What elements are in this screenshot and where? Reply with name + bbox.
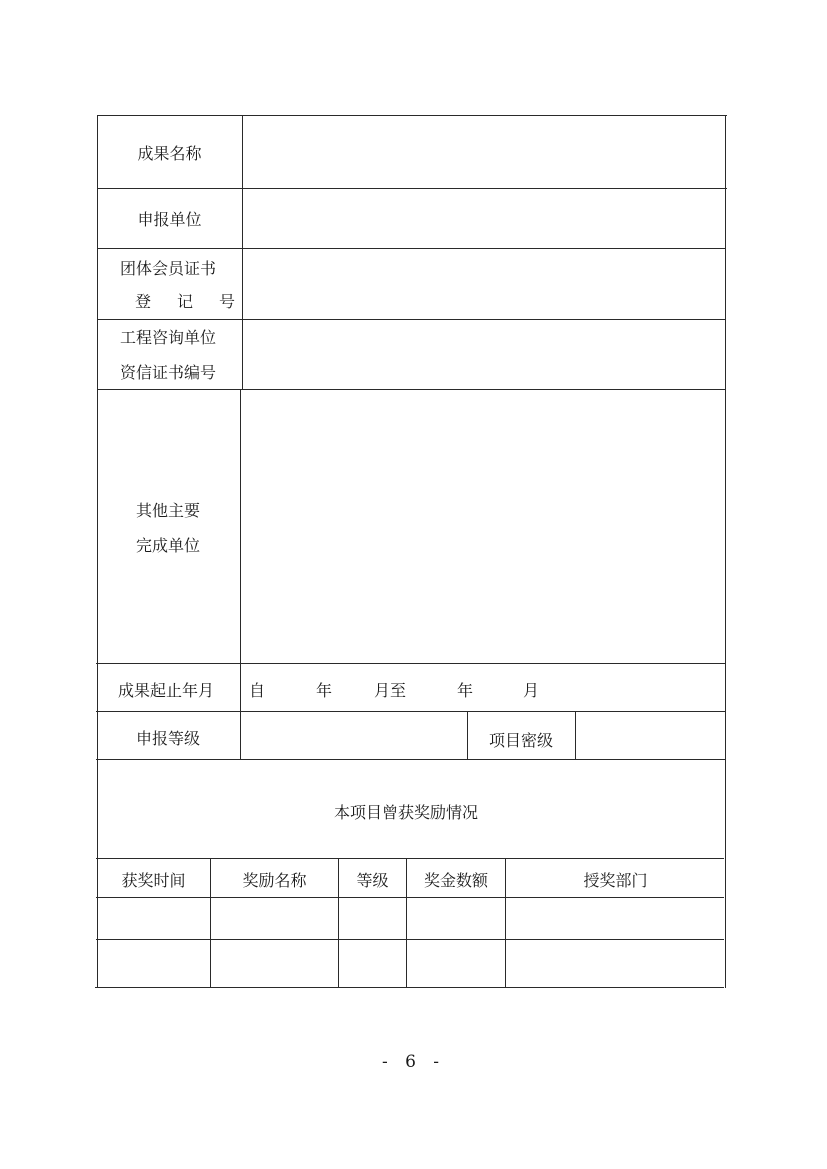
period-label: 成果起止年月 xyxy=(118,681,215,700)
awards-table-row[interactable] xyxy=(98,940,725,987)
grade-label: 申报等级 xyxy=(136,729,201,748)
awards-table-row[interactable] xyxy=(98,898,725,939)
period-year2: 年 xyxy=(457,681,474,700)
period-from: 自 xyxy=(249,681,266,700)
awards-col-level: 等级 xyxy=(356,871,389,890)
achievement-name-field[interactable] xyxy=(243,116,725,188)
grade-secrecy-divider xyxy=(467,711,468,759)
consult-cert-field[interactable] xyxy=(243,320,725,389)
awards-col-amount: 奖金数额 xyxy=(423,871,488,890)
consult-cert-label-line2: 资信证书编号 xyxy=(120,363,217,382)
member-cert-field[interactable] xyxy=(243,249,725,319)
row-divider xyxy=(96,759,725,760)
awards-col-name: 奖励名称 xyxy=(242,871,307,890)
member-cert-label-line2: 登 记 号 xyxy=(135,292,241,311)
applicant-unit-label: 申报单位 xyxy=(137,210,202,229)
row-divider xyxy=(96,663,725,664)
consult-cert-label-line1: 工程咨询单位 xyxy=(120,328,217,347)
table-right-border xyxy=(725,115,726,988)
awards-col-time: 获奖时间 xyxy=(121,871,186,890)
table-bottom-border xyxy=(95,987,724,988)
achievement-name-label: 成果名称 xyxy=(137,144,202,163)
other-units-field[interactable] xyxy=(241,390,725,663)
table-left-border xyxy=(97,115,98,988)
other-units-label-line1: 其他主要 xyxy=(136,501,201,520)
secrecy-label: 项目密级 xyxy=(489,731,554,750)
period-year1: 年 xyxy=(316,681,333,700)
awards-col-dept: 授奖部门 xyxy=(583,871,648,890)
other-units-label-line2: 完成单位 xyxy=(136,536,201,555)
grade-field[interactable] xyxy=(241,712,467,759)
period-month-to: 月至 xyxy=(374,681,407,700)
awards-section-title: 本项目曾获奖励情况 xyxy=(334,803,479,822)
row-divider xyxy=(96,858,724,859)
secrecy-field[interactable] xyxy=(576,712,725,759)
page-number: - 6 - xyxy=(381,1052,446,1072)
member-cert-label-line1: 团体会员证书 xyxy=(120,259,217,278)
period-month2: 月 xyxy=(523,681,540,700)
applicant-unit-field[interactable] xyxy=(243,189,725,248)
